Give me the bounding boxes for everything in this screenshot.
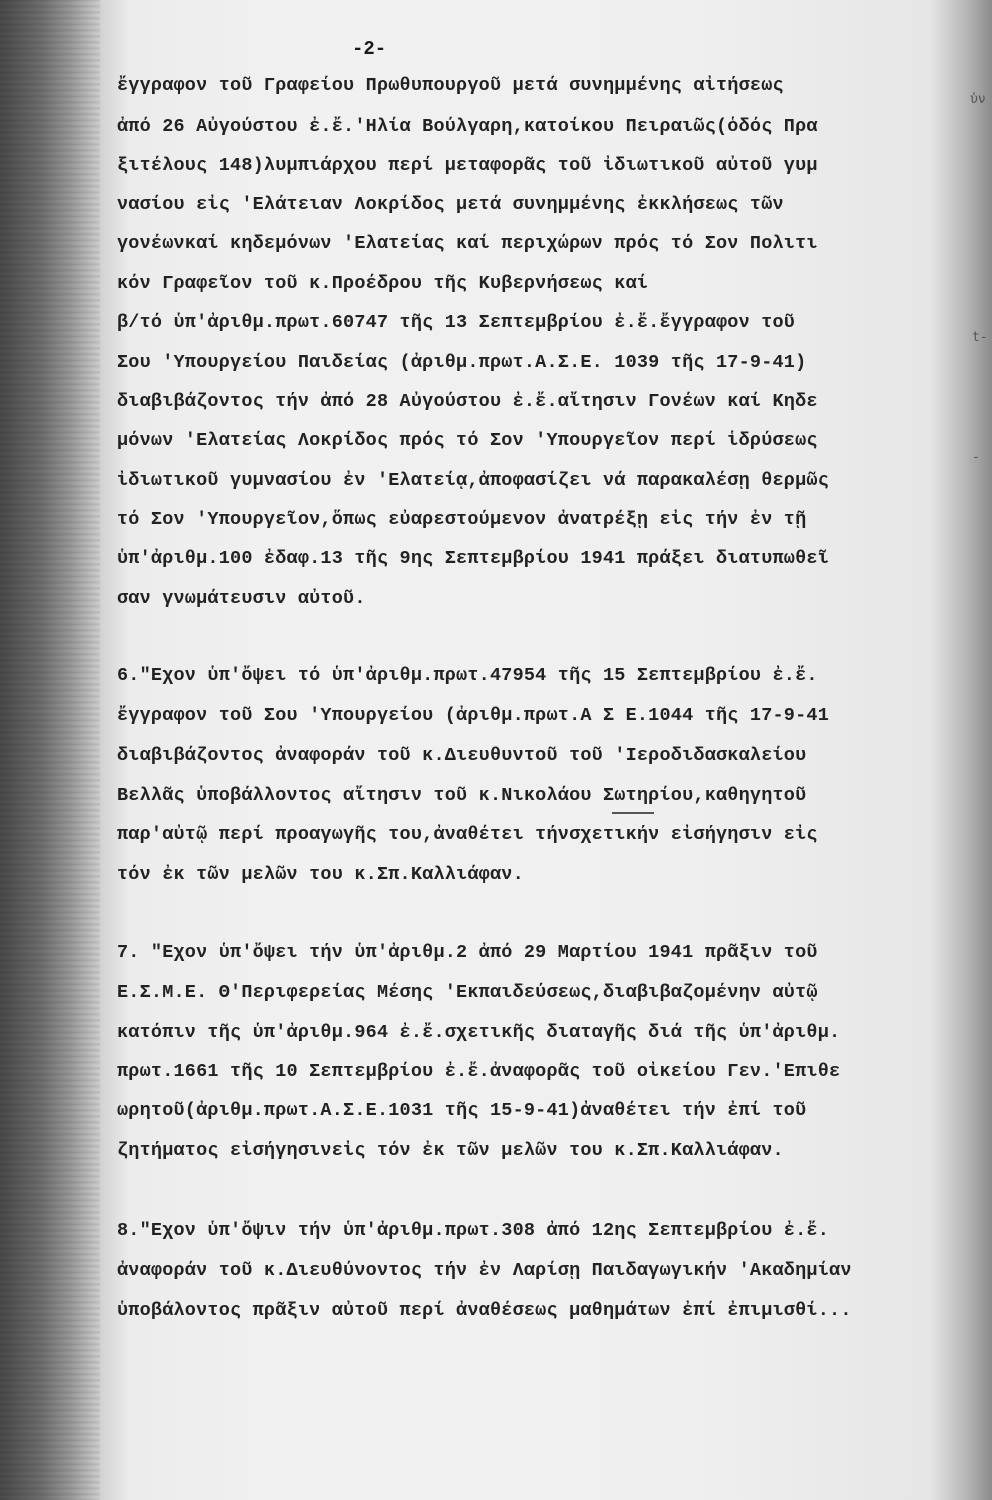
- text-line: νασίου εἰς 'Ελάτειαν Λοκρίδος μετά συνημμένης ἐκκλήσεως τῶν: [117, 194, 784, 215]
- text-line: Σου 'Υπουργείου Παιδείας (ἀριθμ.πρωτ.Α.Σ.Ε. 1039 τῆς 17-9-41): [117, 352, 807, 373]
- text-line: ζητήματος εἰσήγησινεἰς τόν ἐκ τῶν μελῶν του κ.Σπ.Καλλιάφαν.: [117, 1140, 784, 1161]
- text-line: ὑποβάλοντος πρᾶξιν αὐτοῦ περί ἀναθέσεως μαθημάτων ἐπί ἐπιμισθί...: [117, 1300, 852, 1321]
- text-line: ξιτέλους 148)λυμπιάρχου περί μεταφορᾶς τοῦ ἰδιωτικοῦ αὐτοῦ γυμ: [117, 155, 818, 176]
- text-line: παρ'αὐτῷ περί προαγωγῆς του,ἀναθέτει τήνσχετικήν εἰσήγησιν εἰς: [117, 824, 818, 845]
- text-line: διαβιβάζοντος τήν ἀπό 28 Αὐγούστου ἐ.ἔ.αἴτησιν Γονέων καί Κηδε: [117, 391, 818, 412]
- text-line: ωρητοῦ(ἀριθμ.πρωτ.Α.Σ.Ε.1031 τῆς 15-9-41)ἀναθέτει τήν ἐπί τοῦ: [117, 1100, 807, 1121]
- text-line: κόν Γραφεῖον τοῦ κ.Προέδρου τῆς Κυβερνήσεως καί: [117, 273, 649, 294]
- page-number: -2-: [352, 38, 387, 60]
- text-line: ἔγγραφον τοῦ Σου 'Υπουργείου (ἀριθμ.πρωτ.Α Σ Ε.1044 τῆς 17-9-41: [117, 705, 830, 726]
- text-line: Βελλᾶς ὑποβάλλοντος αἴτησιν τοῦ κ.Νικολάου Σωτηρίου,καθηγητοῦ: [117, 785, 807, 806]
- margin-mark: ὑν: [970, 92, 986, 107]
- text-line: ἀπό 26 Αὐγούστου ἐ.ἔ.'Ηλία Βούλγαρη,κατοίκου Πειραιῶς(ὁδός Πρα: [117, 116, 818, 137]
- text-line: β/τό ὑπ'ἀριθμ.πρωτ.60747 τῆς 13 Σεπτεμβρίου ἐ.ἔ.ἔγγραφον τοῦ: [117, 312, 796, 333]
- scan-shadow: [0, 0, 100, 1500]
- text-line: 8."Εχον ὑπ'ὄψιν τήν ὑπ'ἀριθμ.πρωτ.308 ἀπό 12ης Σεπτεμβρίου ἐ.ἔ.: [117, 1220, 830, 1241]
- margin-mark: -: [972, 450, 980, 465]
- text-line: τόν ἐκ τῶν μελῶν του κ.Σπ.Καλλιάφαν.: [117, 864, 524, 885]
- text-line: διαβιβάζοντος ἀναφοράν τοῦ κ.Διευθυντοῦ τοῦ 'Ιεροδιδασκαλείου: [117, 745, 807, 766]
- underline-mark: [612, 812, 654, 814]
- margin-mark: t-: [972, 330, 988, 345]
- text-line: 6."Εχον ὑπ'ὄψει τό ὑπ'ἀριθμ.πρωτ.47954 τῆς 15 Σεπτεμβρίου ἐ.ἔ.: [117, 665, 818, 686]
- text-line: πρωτ.1661 τῆς 10 Σεπτεμβρίου ἐ.ἔ.ἀναφορᾶς τοῦ οἰκείου Γεν.'Επιθε: [117, 1061, 841, 1082]
- text-line: ἀναφοράν τοῦ κ.Διευθύνοντος τήν ἐν Λαρίσῃ Παιδαγωγικήν 'Ακαδημίαν: [117, 1260, 852, 1281]
- text-line: τό Σον 'Υπουργεῖον,ὅπως εὐαρεστούμενον ἀνατρέξῃ εἰς τήν ἐν τῇ: [117, 509, 807, 530]
- text-line: μόνων 'Ελατείας Λοκρίδος πρός τό Σον 'Υπουργεῖον περί ἱδρύσεως: [117, 430, 818, 451]
- text-line: ἔγγραφον τοῦ Γραφείου Πρωθυπουργοῦ μετά συνημμένης αἰτήσεως: [117, 75, 784, 96]
- text-line: ἰδιωτικοῦ γυμνασίου ἐν 'Ελατείᾳ,ἀποφασίζει νά παρακαλέσῃ θερμῶς: [117, 470, 830, 491]
- text-line: σαν γνωμάτευσιν αὐτοῦ.: [117, 588, 366, 609]
- text-line: Ε.Σ.Μ.Ε. Θ'Περιφερείας Μέσης 'Εκπαιδεύσεως,διαβιβαζομένην αὐτῷ: [117, 982, 818, 1003]
- text-line: ὑπ'ἀριθμ.100 ἐδαφ.13 τῆς 9ης Σεπτεμβρίου 1941 πράξει διατυπωθεῖ: [117, 548, 830, 569]
- text-line: κατόπιν τῆς ὑπ'ἀριθμ.964 ἐ.ἔ.σχετικῆς διαταγῆς διά τῆς ὑπ'ἀριθμ.: [117, 1022, 841, 1043]
- text-line: 7. "Εχον ὑπ'ὄψει τήν ὑπ'ἀριθμ.2 ἀπό 29 Μαρτίου 1941 πρᾶξιν τοῦ: [117, 942, 818, 963]
- text-line: γονέωνκαί κηδεμόνων 'Ελατείας καί περιχώρων πρός τό Σον Πολιτι: [117, 233, 818, 254]
